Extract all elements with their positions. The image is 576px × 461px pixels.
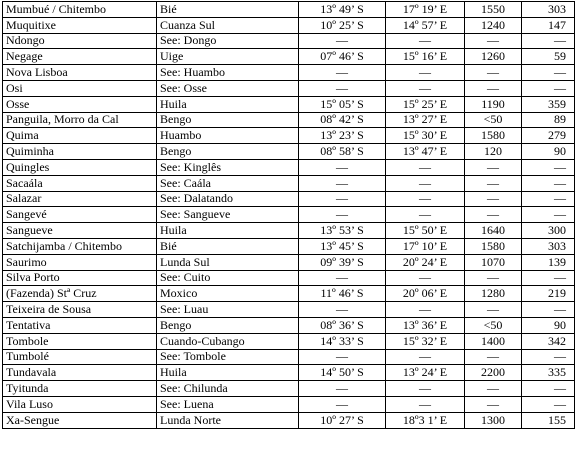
latitude-cell: 13º 45’ S — [299, 238, 386, 254]
grid-ref-cell: — — [522, 396, 575, 412]
locality-name-cell: Tentativa — [3, 317, 157, 333]
locality-name-cell: Negage — [3, 49, 157, 65]
gazetteer-table — [2, 1, 575, 429]
locality-name-cell: Osse — [3, 96, 157, 112]
province-cell: Huila — [157, 96, 299, 112]
latitude-cell: — — [299, 175, 386, 191]
altitude-cell: — — [465, 396, 522, 412]
longitude-cell: — — [386, 159, 465, 175]
latitude-cell: 15º 05’ S — [299, 96, 386, 112]
altitude-cell: — — [465, 270, 522, 286]
table-row — [3, 128, 575, 144]
altitude-cell: — — [465, 65, 522, 81]
table-row — [3, 223, 575, 239]
table-row — [3, 175, 575, 191]
altitude-cell: 1400 — [465, 333, 522, 349]
table-row — [3, 96, 575, 112]
table-row — [3, 270, 575, 286]
grid-ref-cell: 342 — [522, 333, 575, 349]
altitude-cell: — — [465, 80, 522, 96]
altitude-cell: — — [465, 207, 522, 223]
longitude-cell: 15º 25’ E — [386, 96, 465, 112]
province-cell: Huambo — [157, 128, 299, 144]
grid-ref-cell: 359 — [522, 96, 575, 112]
longitude-cell: 15º 30’ E — [386, 128, 465, 144]
latitude-cell: — — [299, 381, 386, 397]
province-cell: See: Cuito — [157, 270, 299, 286]
latitude-cell: — — [299, 349, 386, 365]
longitude-cell: 15º 16’ E — [386, 49, 465, 65]
latitude-cell: 07º 46’ S — [299, 49, 386, 65]
longitude-cell: 17º 19’ E — [386, 2, 465, 18]
locality-name-cell: Saurimo — [3, 254, 157, 270]
province-cell: See: Sangueve — [157, 207, 299, 223]
longitude-cell: 13º 24’ E — [386, 365, 465, 381]
locality-name-cell: Quingles — [3, 159, 157, 175]
table-row — [3, 191, 575, 207]
locality-name-cell: Sacaála — [3, 175, 157, 191]
latitude-cell: — — [299, 302, 386, 318]
altitude-cell: 1240 — [465, 17, 522, 33]
table-row — [3, 317, 575, 333]
grid-ref-cell: 147 — [522, 17, 575, 33]
altitude-cell: 1190 — [465, 96, 522, 112]
latitude-cell: 11º 46’ S — [299, 286, 386, 302]
altitude-cell: 1550 — [465, 2, 522, 18]
longitude-cell: — — [386, 207, 465, 223]
grid-ref-cell: 279 — [522, 128, 575, 144]
locality-name-cell: Tundavala — [3, 365, 157, 381]
latitude-cell: 13º 49’ S — [299, 2, 386, 18]
locality-name-cell: Tumbolé — [3, 349, 157, 365]
grid-ref-cell: — — [522, 381, 575, 397]
longitude-cell: 20º 24’ E — [386, 254, 465, 270]
locality-name-cell: Quima — [3, 128, 157, 144]
locality-name-cell: Xa-Sengue — [3, 412, 157, 428]
province-cell: Bié — [157, 2, 299, 18]
locality-name-cell: Tyitunda — [3, 381, 157, 397]
latitude-cell: 10º 27’ S — [299, 412, 386, 428]
grid-ref-cell: — — [522, 349, 575, 365]
longitude-cell: — — [386, 381, 465, 397]
latitude-cell: 14º 50’ S — [299, 365, 386, 381]
longitude-cell: 13º 47’ E — [386, 144, 465, 160]
province-cell: See: Dongo — [157, 33, 299, 49]
longitude-cell: 13º 27’ E — [386, 112, 465, 128]
grid-ref-cell: — — [522, 65, 575, 81]
table-row — [3, 349, 575, 365]
table-row — [3, 159, 575, 175]
table-row — [3, 333, 575, 349]
locality-name-cell: Silva Porto — [3, 270, 157, 286]
grid-ref-cell: 89 — [522, 112, 575, 128]
altitude-cell: 1640 — [465, 223, 522, 239]
longitude-cell: — — [386, 65, 465, 81]
locality-name-cell: Muquitixe — [3, 17, 157, 33]
province-cell: Bengo — [157, 317, 299, 333]
table-row — [3, 412, 575, 428]
latitude-cell: — — [299, 191, 386, 207]
table-row — [3, 80, 575, 96]
locality-name-cell: Salazar — [3, 191, 157, 207]
latitude-cell: 08º 42’ S — [299, 112, 386, 128]
table-row — [3, 302, 575, 318]
province-cell: See: Caála — [157, 175, 299, 191]
locality-name-cell: Osi — [3, 80, 157, 96]
gazetteer-table-body — [3, 2, 575, 429]
locality-name-cell: Sangueve — [3, 223, 157, 239]
latitude-cell: — — [299, 207, 386, 223]
province-cell: Huila — [157, 223, 299, 239]
province-cell: Lunda Norte — [157, 412, 299, 428]
longitude-cell: 14º 57’ E — [386, 17, 465, 33]
grid-ref-cell: 155 — [522, 412, 575, 428]
locality-name-cell: Sangevé — [3, 207, 157, 223]
province-cell: Cuando-Cubango — [157, 333, 299, 349]
altitude-cell: 1580 — [465, 238, 522, 254]
table-row — [3, 2, 575, 18]
province-cell: Moxico — [157, 286, 299, 302]
latitude-cell: 10º 25’ S — [299, 17, 386, 33]
altitude-cell: 1580 — [465, 128, 522, 144]
altitude-cell: 120 — [465, 144, 522, 160]
province-cell: See: Tombole — [157, 349, 299, 365]
province-cell: Bié — [157, 238, 299, 254]
latitude-cell: 14º 33’ S — [299, 333, 386, 349]
locality-name-cell: Satchijamba / Chitembo — [3, 238, 157, 254]
province-cell: Uige — [157, 49, 299, 65]
latitude-cell: — — [299, 396, 386, 412]
grid-ref-cell: 219 — [522, 286, 575, 302]
table-row — [3, 144, 575, 160]
altitude-cell: 1070 — [465, 254, 522, 270]
altitude-cell: <50 — [465, 112, 522, 128]
grid-ref-cell: 303 — [522, 238, 575, 254]
altitude-cell: — — [465, 349, 522, 365]
grid-ref-cell: 300 — [522, 223, 575, 239]
locality-name-cell: Teixeira de Sousa — [3, 302, 157, 318]
longitude-cell: — — [386, 270, 465, 286]
province-cell: See: Dalatando — [157, 191, 299, 207]
province-cell: Bengo — [157, 112, 299, 128]
latitude-cell: — — [299, 270, 386, 286]
province-cell: Huila — [157, 365, 299, 381]
province-cell: Lunda Sul — [157, 254, 299, 270]
grid-ref-cell: — — [522, 207, 575, 223]
longitude-cell: 15º 32’ E — [386, 333, 465, 349]
longitude-cell: — — [386, 396, 465, 412]
latitude-cell: — — [299, 33, 386, 49]
locality-name-cell: Tombole — [3, 333, 157, 349]
altitude-cell: 2200 — [465, 365, 522, 381]
longitude-cell: — — [386, 80, 465, 96]
altitude-cell: — — [465, 381, 522, 397]
table-row — [3, 238, 575, 254]
longitude-cell: 17º 10’ E — [386, 238, 465, 254]
locality-name-cell: (Fazenda) Stª Cruz — [3, 286, 157, 302]
province-cell: See: Osse — [157, 80, 299, 96]
longitude-cell: 18º3 1’ E — [386, 412, 465, 428]
table-row — [3, 65, 575, 81]
latitude-cell: 08º 58’ S — [299, 144, 386, 160]
locality-name-cell: Ndongo — [3, 33, 157, 49]
grid-ref-cell: — — [522, 80, 575, 96]
province-cell: See: Huambo — [157, 65, 299, 81]
table-row — [3, 49, 575, 65]
grid-ref-cell: — — [522, 33, 575, 49]
grid-ref-cell: 90 — [522, 144, 575, 160]
longitude-cell: 20º 06’ E — [386, 286, 465, 302]
table-row — [3, 112, 575, 128]
longitude-cell: 13º 36’ E — [386, 317, 465, 333]
altitude-cell: — — [465, 302, 522, 318]
province-cell: See: Luena — [157, 396, 299, 412]
province-cell: See: Kinglês — [157, 159, 299, 175]
locality-name-cell: Vila Luso — [3, 396, 157, 412]
table-row — [3, 254, 575, 270]
table-row — [3, 396, 575, 412]
grid-ref-cell: 303 — [522, 2, 575, 18]
longitude-cell: — — [386, 349, 465, 365]
table-row — [3, 207, 575, 223]
longitude-cell: 15º 50’ E — [386, 223, 465, 239]
grid-ref-cell: — — [522, 191, 575, 207]
table-row — [3, 286, 575, 302]
latitude-cell: 09º 39’ S — [299, 254, 386, 270]
longitude-cell: — — [386, 33, 465, 49]
table-row — [3, 17, 575, 33]
grid-ref-cell: 335 — [522, 365, 575, 381]
altitude-cell: — — [465, 175, 522, 191]
altitude-cell: — — [465, 33, 522, 49]
latitude-cell: 13º 53’ S — [299, 223, 386, 239]
altitude-cell: — — [465, 159, 522, 175]
table-row — [3, 33, 575, 49]
grid-ref-cell: 59 — [522, 49, 575, 65]
locality-name-cell: Mumbué / Chitembo — [3, 2, 157, 18]
altitude-cell: 1260 — [465, 49, 522, 65]
altitude-cell: 1300 — [465, 412, 522, 428]
province-cell: Bengo — [157, 144, 299, 160]
province-cell: Cuanza Sul — [157, 17, 299, 33]
grid-ref-cell: — — [522, 270, 575, 286]
altitude-cell: <50 — [465, 317, 522, 333]
grid-ref-cell: 139 — [522, 254, 575, 270]
latitude-cell: 08º 36’ S — [299, 317, 386, 333]
locality-name-cell: Quiminha — [3, 144, 157, 160]
latitude-cell: — — [299, 159, 386, 175]
grid-ref-cell: — — [522, 175, 575, 191]
latitude-cell: — — [299, 65, 386, 81]
latitude-cell: 13º 23’ S — [299, 128, 386, 144]
longitude-cell: — — [386, 175, 465, 191]
table-row — [3, 381, 575, 397]
locality-name-cell: Panguila, Morro da Cal — [3, 112, 157, 128]
longitude-cell: — — [386, 191, 465, 207]
grid-ref-cell: — — [522, 302, 575, 318]
altitude-cell: 1280 — [465, 286, 522, 302]
latitude-cell: — — [299, 80, 386, 96]
table-row — [3, 365, 575, 381]
longitude-cell: — — [386, 302, 465, 318]
grid-ref-cell: 90 — [522, 317, 575, 333]
grid-ref-cell: — — [522, 159, 575, 175]
locality-name-cell: Nova Lisboa — [3, 65, 157, 81]
altitude-cell: — — [465, 191, 522, 207]
province-cell: See: Chilunda — [157, 381, 299, 397]
province-cell: See: Luau — [157, 302, 299, 318]
